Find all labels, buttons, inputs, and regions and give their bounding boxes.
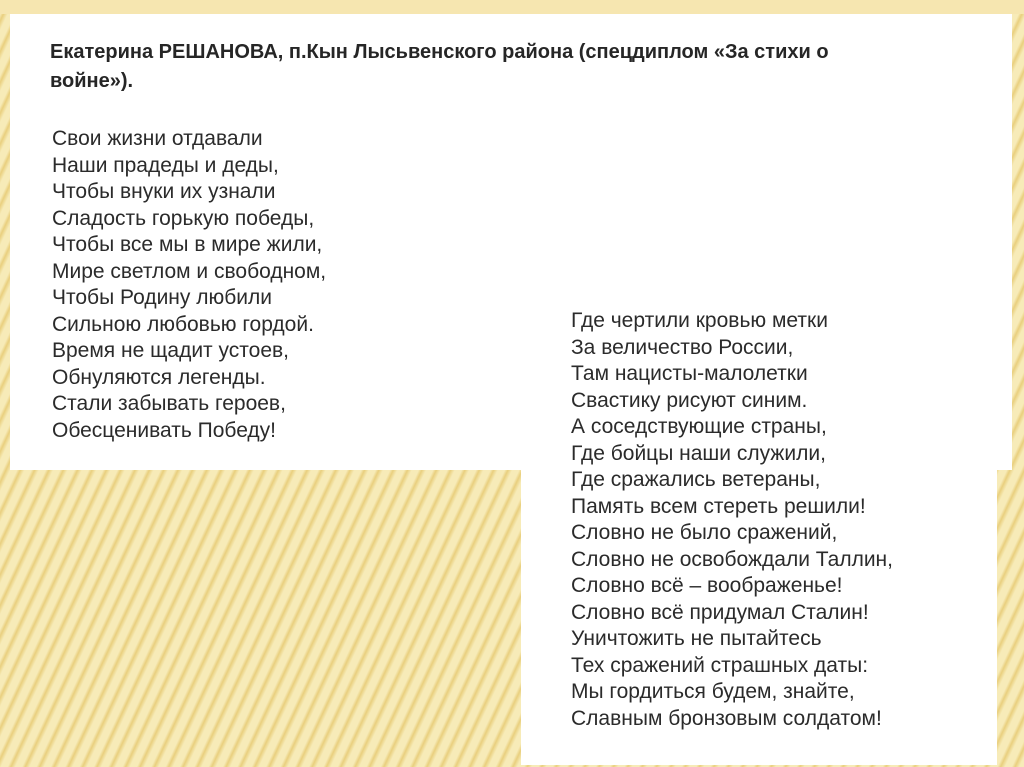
- poem-line: А соседствующие страны,: [571, 415, 827, 438]
- header-line-2: войне»).: [50, 70, 134, 92]
- poem-line: Словно не было сражений,: [571, 521, 838, 544]
- poem-line: Наши прадеды и деды,: [52, 153, 279, 177]
- poem-line: Словно всё – воображенье!: [571, 574, 843, 597]
- top-border-band: [0, 0, 1024, 14]
- poem-line: Время не щадит устоев,: [52, 339, 290, 362]
- poem-line: Обнуляются легенды.: [52, 365, 266, 389]
- poem-line: Чтобы все мы в мире жили,: [52, 233, 323, 256]
- poem-line: За величество России,: [571, 335, 794, 359]
- poem-line: Мире светлом и свободном,: [52, 259, 327, 283]
- poem-header: [50, 38, 1018, 96]
- poem-line: Словно всё придумал Сталин!: [571, 600, 869, 624]
- poem-column-left: [52, 126, 326, 444]
- poem-line: Тех сражений страшных даты:: [571, 653, 869, 677]
- poem-line: Свои жизни отдавали: [52, 127, 263, 150]
- poem-line: Мы гордиться будем, знайте,: [571, 680, 855, 703]
- poem-line: Сладость горькую победы,: [52, 206, 315, 230]
- header-line-1: Екатерина РЕШАНОВА, п.Кын Лысьвенского района (спецдиплом «За стихи о: [50, 41, 829, 63]
- poem-line: Словно не освобождали Таллин,: [571, 547, 893, 571]
- poem-line: Чтобы Родину любили: [52, 286, 272, 309]
- poem-line: Где чертили кровью метки: [571, 309, 828, 332]
- poem-line: Сильною любовью гордой.: [52, 312, 314, 336]
- poem-line: Там нацисты-малолетки: [571, 362, 808, 385]
- poem-line: Обесценивать Победу!: [52, 418, 277, 442]
- poem-line: Славным бронзовым солдатом!: [571, 706, 882, 730]
- poem-line: Где бойцы наши служили,: [571, 441, 826, 465]
- poem-line: Стали забывать героев,: [52, 392, 286, 415]
- poem-column-right: [571, 308, 893, 732]
- poem-line: Уничтожить не пытайтесь: [571, 627, 822, 650]
- poem-line: Память всем стереть решили!: [571, 494, 866, 518]
- poem-line: Свастику рисуют синим.: [571, 388, 808, 412]
- poem-line: Чтобы внуки их узнали: [52, 180, 276, 203]
- poem-line: Где сражались ветераны,: [571, 468, 821, 491]
